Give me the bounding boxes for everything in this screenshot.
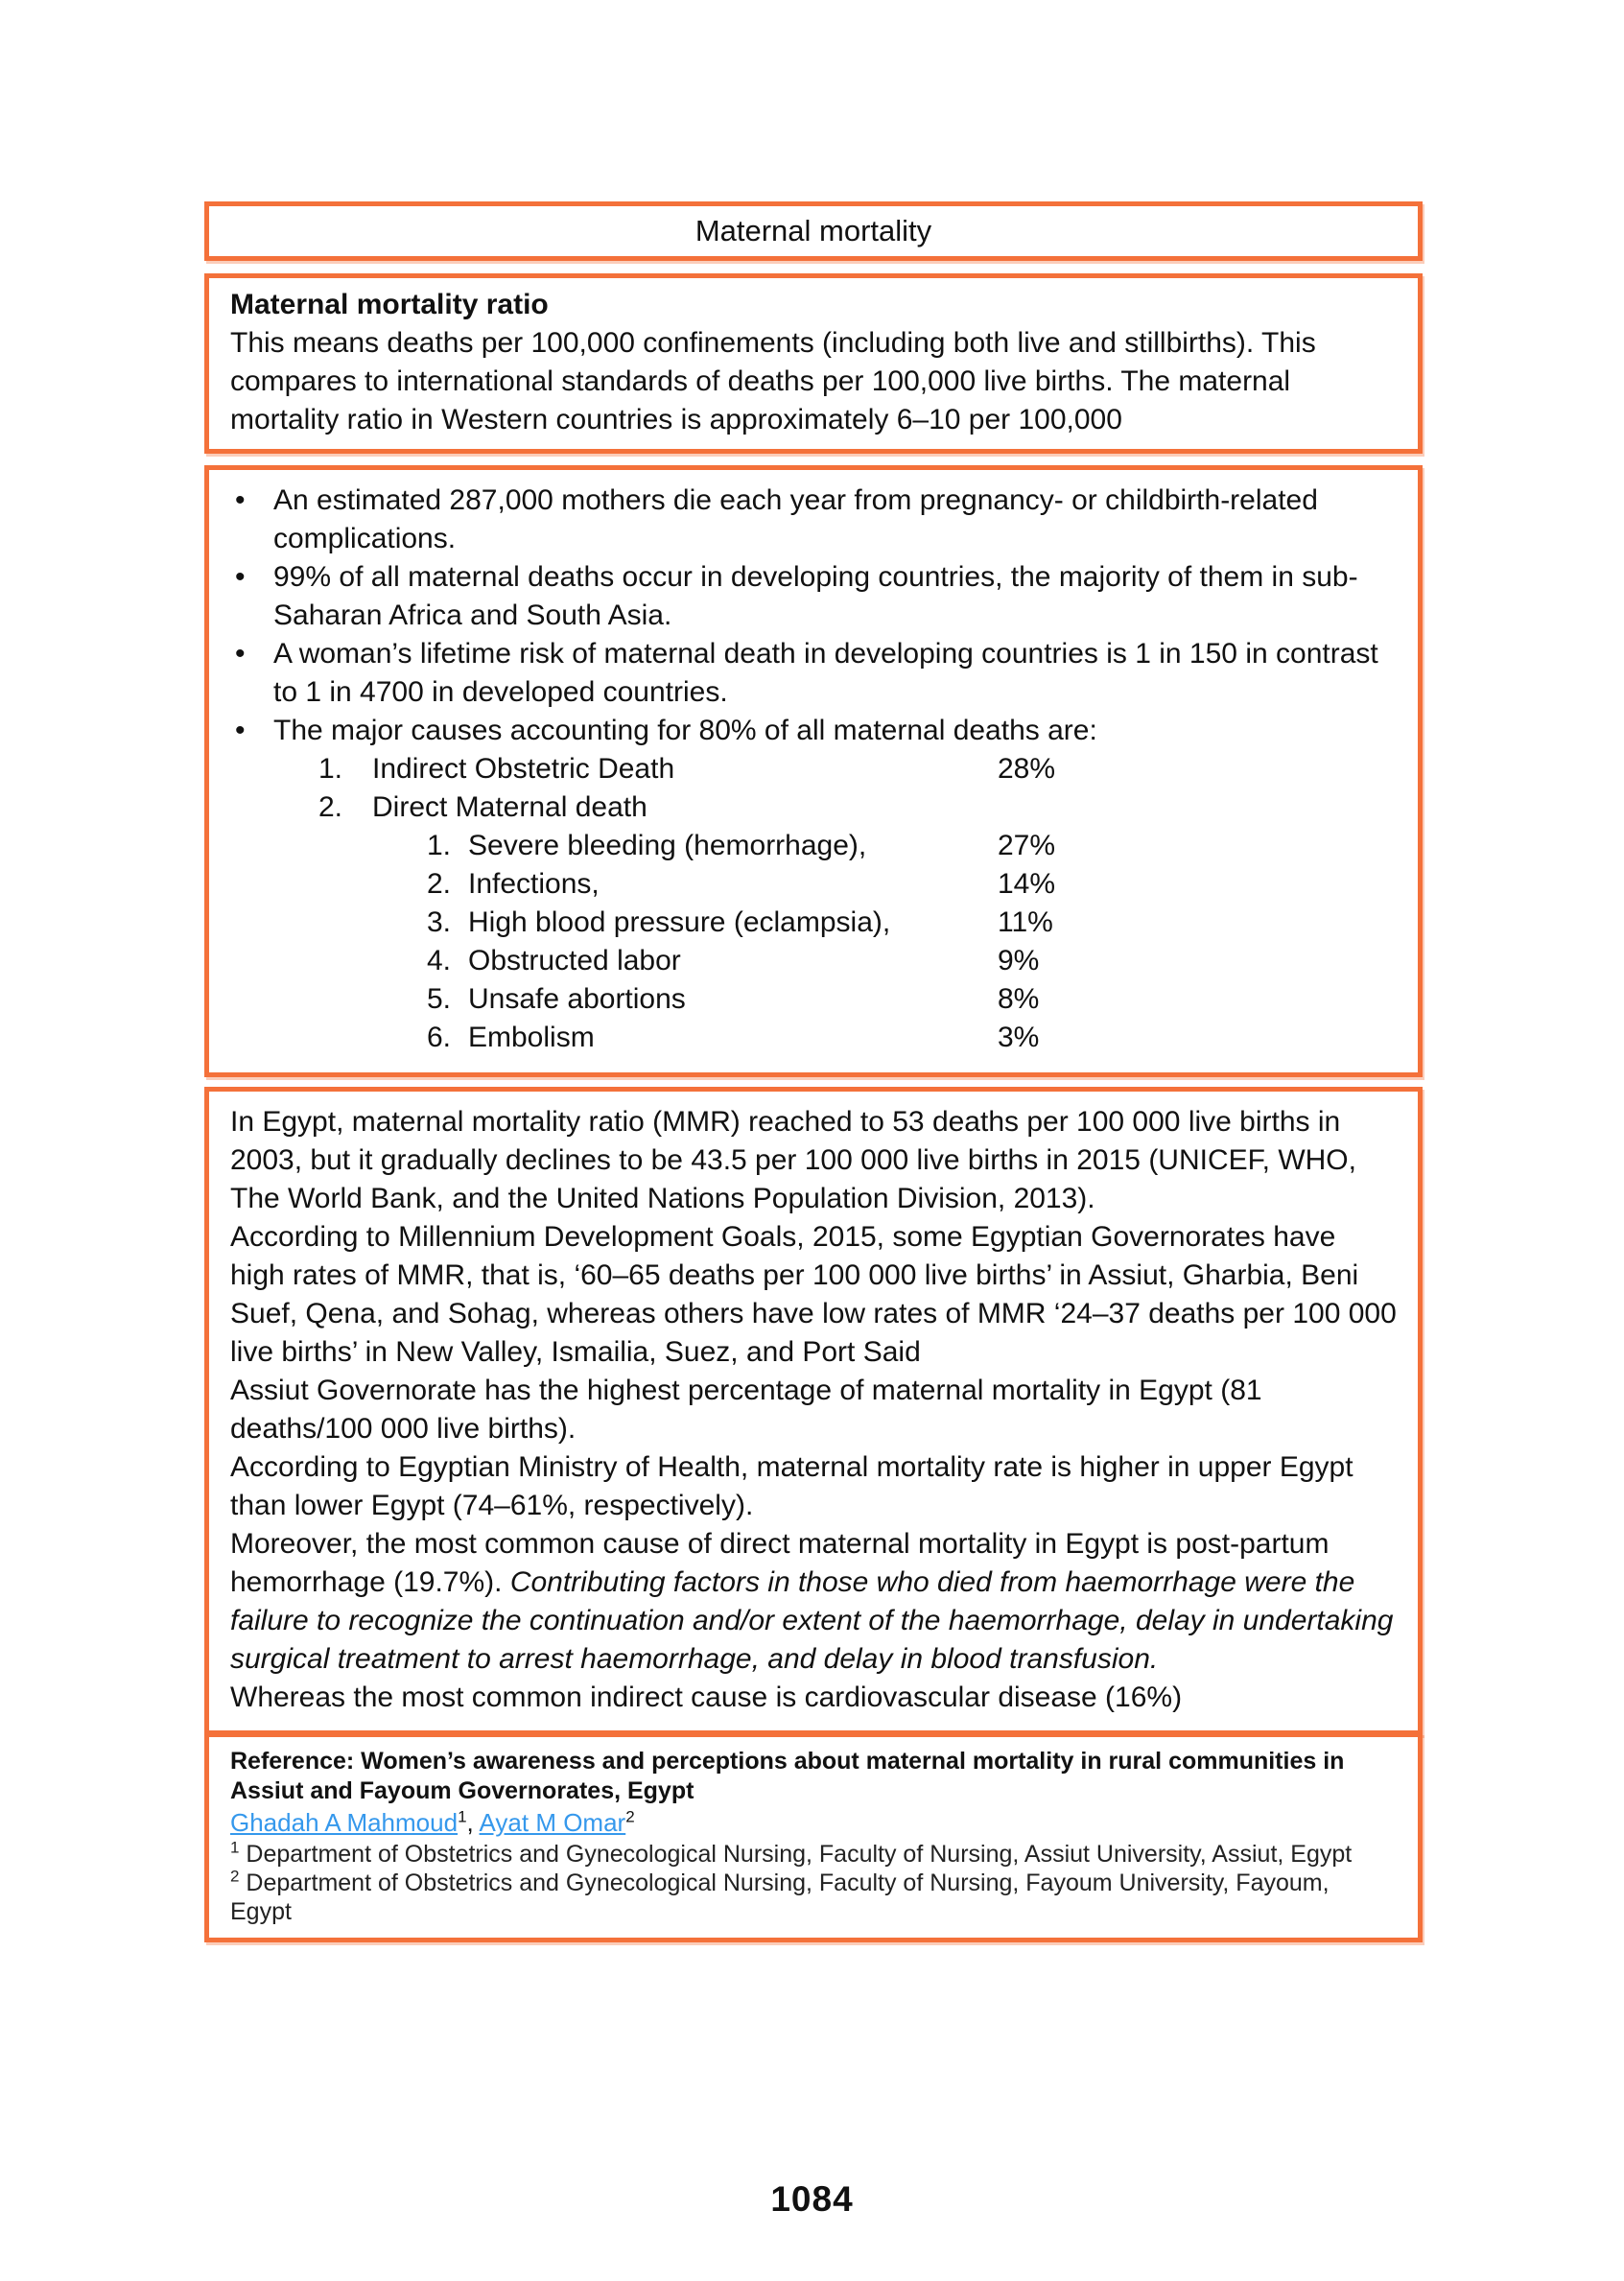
- author-superscript: 2: [625, 1807, 635, 1826]
- direct-cause-row: [427, 904, 1397, 942]
- cause-percent: 8%: [998, 983, 1040, 1015]
- cause-number: 1.: [427, 830, 452, 861]
- list-item: [235, 635, 1397, 712]
- bullet-icon: •: [235, 638, 246, 670]
- cause-number: 1.: [318, 753, 343, 785]
- cause-percent: 9%: [998, 945, 1040, 976]
- paragraph: [230, 1525, 1397, 1679]
- author-link[interactable]: Ayat M Omar: [479, 1808, 626, 1837]
- cause-row: [318, 750, 1397, 788]
- affiliation-text: Department of Obstetrics and Gynecological Nursing, Faculty of Nursing, Assiut University, Assiut, Egypt: [239, 1841, 1353, 1868]
- paragraph: According to Millennium Development Goals, 2015, some Egyptian Governorates have high rates of MMR, that is, ‘60–65 deaths per 100 000 live births’ in Assiut, Gharbia, Beni Suef, Qena, and Sohag, whereas others have low rates of MMR ‘24–37 deaths per 100 000 live births’ in New Valley, Ismailia, Suez, and Port Said: [230, 1221, 1397, 1368]
- direct-cause-row: [427, 865, 1397, 904]
- cause-label: Severe bleeding (hemorrhage),: [468, 830, 867, 861]
- definition-heading: Maternal mortality ratio: [230, 289, 549, 320]
- cause-label: Embolism: [468, 1022, 595, 1053]
- paragraph: Whereas the most common indirect cause is cardiovascular disease (16%): [230, 1681, 1183, 1713]
- cause-label: Direct Maternal death: [372, 791, 647, 823]
- definition-box: [204, 273, 1423, 454]
- paragraph-italic-text: Contributing factors in those who died from haemorrhage were the failure to recognize the continuation and/or extent of the haemorrhage, delay in undertaking surgical treatment to arrest haemorrhage, and delay in blood transfusion.: [230, 1566, 1394, 1675]
- paragraph: In Egypt, maternal mortality ratio (MMR) reached to 53 deaths per 100 000 live births in 2003, but it gradually declines to be 43.5 per 100 000 live births in 2015 (UNICEF, WHO, The World Bank, and the United Nations Population Division, 2013).: [230, 1106, 1356, 1214]
- cause-label: Indirect Obstetric Death: [372, 753, 675, 785]
- list-item: [235, 712, 1397, 750]
- page-title: Maternal mortality: [694, 214, 932, 247]
- author-separator: ,: [466, 1808, 480, 1837]
- cause-percent: 3%: [998, 1022, 1040, 1053]
- cause-number: 2.: [427, 868, 452, 900]
- cause-label: High blood pressure (eclampsia),: [468, 906, 891, 938]
- bullet-icon: •: [235, 561, 246, 593]
- bullet-text: 99% of all maternal deaths occur in developing countries, the majority of them in sub-Saharan Africa and South Asia.: [273, 561, 1358, 631]
- bullet-icon: •: [235, 484, 246, 516]
- cause-percent: 27%: [998, 830, 1056, 861]
- cause-number: 6.: [427, 1022, 452, 1053]
- affiliation-superscript: 2: [230, 1867, 240, 1886]
- cause-number: 2.: [318, 791, 343, 823]
- cause-number: 4.: [427, 945, 452, 976]
- bullet-text: The major causes accounting for 80% of all maternal deaths are:: [273, 715, 1097, 746]
- reference-title: Reference: Women’s awareness and perceptions about maternal mortality in rural communities in Assiut and Fayoum Governorates, Egypt: [230, 1748, 1345, 1804]
- paragraph: Assiut Governorate has the highest percentage of maternal mortality in Egypt (81 deaths/100 000 live births).: [230, 1375, 1262, 1445]
- affiliation: [230, 1869, 1397, 1926]
- affiliation-superscript: 1: [230, 1838, 240, 1857]
- cause-percent: 14%: [998, 868, 1056, 900]
- reference-authors: [230, 1806, 1397, 1840]
- paragraph: According to Egyptian Ministry of Health, maternal mortality rate is higher in upper Egypt than lower Egypt (74–61%, respectively).: [230, 1451, 1353, 1521]
- cause-label: Obstructed labor: [468, 945, 681, 976]
- definition-body: This means deaths per 100,000 confinements (including both live and stillbirths). This compares to international standards of deaths per 100,000 live births. The maternal mortality ratio in Western countries is approximately 6–10 per 100,000: [230, 327, 1316, 435]
- cause-label: Unsafe abortions: [468, 983, 686, 1015]
- cause-number: 3.: [427, 906, 452, 938]
- direct-cause-row: [427, 1019, 1397, 1057]
- author-superscript: 1: [458, 1807, 467, 1826]
- reference-box: [204, 1732, 1423, 1942]
- egypt-box: [204, 1087, 1423, 1735]
- list-item: [235, 482, 1397, 558]
- bullet-text: A woman’s lifetime risk of maternal death in developing countries is 1 in 150 in contrast to 1 in 4700 in developed countries.: [273, 638, 1378, 708]
- author-link[interactable]: Ghadah A Mahmoud: [230, 1808, 459, 1837]
- page-number: 1084: [770, 2179, 854, 2219]
- bullet-icon: •: [235, 715, 246, 746]
- direct-cause-row: [427, 980, 1397, 1019]
- direct-cause-row: [427, 827, 1397, 865]
- bullet-text: An estimated 287,000 mothers die each year from pregnancy- or childbirth-related complications.: [273, 484, 1318, 554]
- title-box: [204, 201, 1423, 261]
- cause-label: Infections,: [468, 868, 600, 900]
- paragraph-text: Moreover, the most common cause of direct maternal mortality in Egypt is post-partum hemorrhage (19.7%).: [230, 1528, 1330, 1598]
- cause-percent: 28%: [998, 753, 1056, 785]
- affiliation-text: Department of Obstetrics and Gynecological Nursing, Faculty of Nursing, Fayoum University, Fayoum, Egypt: [230, 1869, 1330, 1925]
- cause-row: [318, 788, 1397, 827]
- cause-percent: 11%: [998, 906, 1053, 938]
- direct-cause-row: [427, 942, 1397, 980]
- cause-number: 5.: [427, 983, 452, 1015]
- affiliation: [230, 1840, 1397, 1869]
- facts-box: [204, 465, 1423, 1077]
- list-item: [235, 558, 1397, 635]
